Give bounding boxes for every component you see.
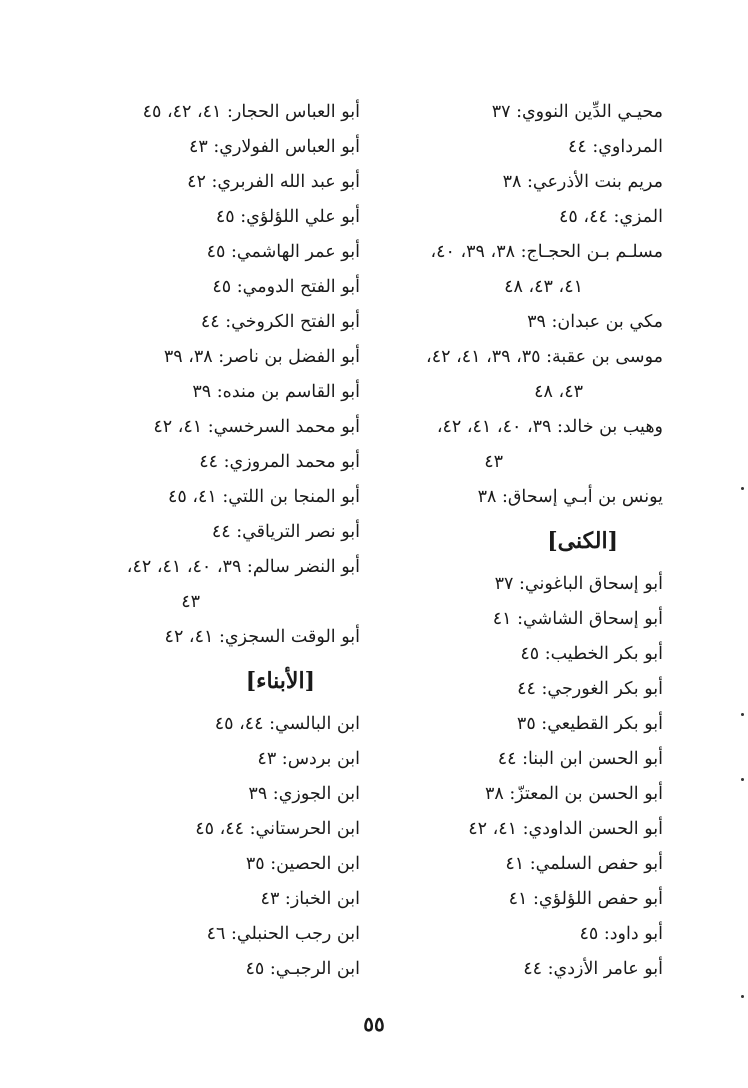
index-entry: أبو الوقت السجزي: ٤١، ٤٢ — [164, 627, 360, 647]
index-entry: ابن البالسي: ٤٤، ٤٥ — [214, 714, 360, 734]
index-entry: ابن الحصين: ٣٥ — [245, 854, 360, 874]
page-number: ٥٥ — [363, 1012, 385, 1036]
index-entry: مريم بنت الأذرعي: ٣٨ — [502, 172, 663, 192]
index-entry: أبو حفص اللؤلؤي: ٤١ — [508, 889, 663, 909]
index-entry-continuation: ٤٣ — [484, 452, 503, 472]
index-entry: أبو عمر الهاشمي: ٤٥ — [206, 242, 360, 262]
index-entry: أبو العباس الحجار: ٤١، ٤٢، ٤٥ — [142, 102, 360, 122]
index-entry: أبو علي اللؤلؤي: ٤٥ — [215, 207, 360, 227]
index-entry-continuation: ٤٣، ٤٨ — [534, 382, 583, 402]
index-entry: أبو الحسن ابن البنا: ٤٤ — [497, 749, 663, 769]
section-heading-kuna: [الكنى] — [547, 528, 618, 554]
index-entry: المرداوي: ٤٤ — [567, 137, 663, 157]
index-entry: أبو الفضل بن ناصر: ٣٨، ٣٩ — [163, 347, 360, 367]
scan-speck — [741, 995, 744, 998]
index-entry: أبو بكر الغورجي: ٤٤ — [517, 679, 663, 699]
index-entry: أبو نصر الترياقي: ٤٤ — [211, 522, 360, 542]
index-entry: أبو المنجا بن اللتي: ٤١، ٤٥ — [167, 487, 360, 507]
scan-speck — [741, 778, 744, 781]
index-entry: مسلـم بـن الحجـاج: ٣٨، ٣٩، ٤٠، — [430, 242, 663, 262]
index-entry: أبو إسحاق الشاشي: ٤١ — [492, 609, 663, 629]
index-entry: أبو بكر القطيعي: ٣٥ — [516, 714, 663, 734]
index-entry: أبو داود: ٤٥ — [579, 924, 663, 944]
index-entry: ابن الرجبـي: ٤٥ — [245, 959, 360, 979]
index-entry: أبو الفتح الدومي: ٤٥ — [212, 277, 360, 297]
index-entry: أبو محمد السرخسي: ٤١، ٤٢ — [153, 417, 360, 437]
index-entry: أبو الحسن بن المعتزّ: ٣٨ — [484, 784, 663, 804]
index-entry: ابن الخباز: ٤٣ — [260, 889, 360, 909]
index-entry: أبو الحسن الداودي: ٤١، ٤٢ — [468, 819, 663, 839]
index-entry: أبو إسحاق الباغوني: ٣٧ — [494, 574, 663, 594]
index-entry: أبو عامر الأزدي: ٤٤ — [523, 959, 663, 979]
index-entry: أبو حفص السلمي: ٤١ — [505, 854, 663, 874]
index-column-right — [333, 95, 663, 987]
section-heading-abna: [الأبناء] — [245, 668, 315, 694]
index-entry: أبو بكر الخطيب: ٤٥ — [520, 644, 663, 664]
index-entry: ابن الحرستاني: ٤٤، ٤٥ — [195, 819, 360, 839]
index-entry-continuation: ٤٣ — [181, 592, 200, 612]
index-entry: ابن بردس: ٤٣ — [257, 749, 360, 769]
index-entry: أبو الفتح الكروخي: ٤٤ — [200, 312, 360, 332]
index-entry: أبو محمد المروزي: ٤٤ — [199, 452, 360, 472]
index-entry: أبو عبد الله الفربري: ٤٢ — [187, 172, 360, 192]
index-entry: محيـي الدِّين النووي: ٣٧ — [491, 102, 663, 122]
index-entry: أبو القاسم بن منده: ٣٩ — [192, 382, 360, 402]
index-entry: يونس بن أبـي إسحاق: ٣٨ — [477, 487, 663, 507]
index-entry-continuation: ٤١، ٤٣، ٤٨ — [504, 277, 583, 297]
index-entry: أبو العباس الفولاري: ٤٣ — [189, 137, 360, 157]
scan-speck — [741, 713, 744, 716]
index-column-left — [80, 95, 360, 987]
index-entry: موسى بن عقبة: ٣٥، ٣٩، ٤١، ٤٢، — [426, 347, 663, 367]
index-entry: ابن الجوزي: ٣٩ — [248, 784, 360, 804]
index-entry: أبو النضر سالم: ٣٩، ٤٠، ٤١، ٤٢، — [126, 557, 360, 577]
index-entry: ابن رجب الحنبلي: ٤٦ — [206, 924, 360, 944]
index-entry: وهيب بن خالد: ٣٩، ٤٠، ٤١، ٤٢، — [436, 417, 663, 437]
scan-speck — [741, 487, 744, 490]
index-entry: مكي بن عبدان: ٣٩ — [527, 312, 663, 332]
index-entry: المزي: ٤٤، ٤٥ — [559, 207, 663, 227]
